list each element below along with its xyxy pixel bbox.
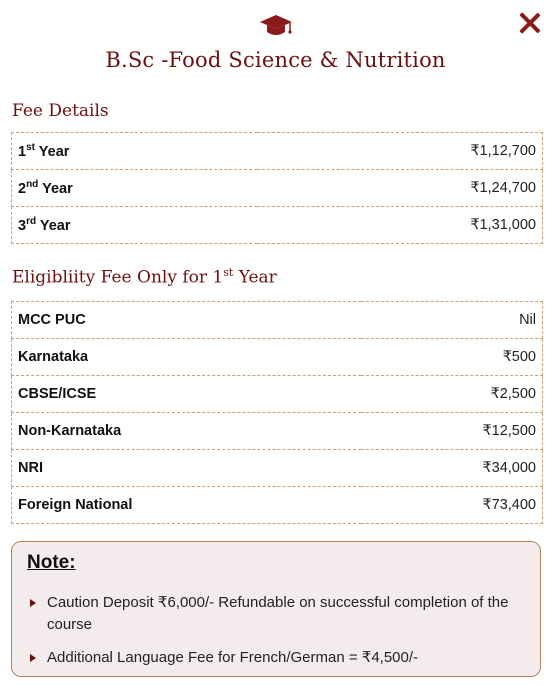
fee-amount: ₹34,000 [361,450,543,487]
year-label: 3rd Year [12,207,258,244]
board-label: Karnataka [12,339,361,376]
table-row [12,413,543,450]
fee-amount: ₹500 [361,339,543,376]
fee-amount: ₹1,24,700 [257,170,542,207]
list-item: Additional Language Fee for French/German = ₹4,500/- [30,647,530,669]
fee-amount: ₹2,500 [361,376,543,413]
bullet-arrow-icon [30,654,36,662]
fee-details-table [11,132,543,244]
fee-amount: ₹73,400 [361,487,543,524]
note-title: Note: [27,552,76,573]
close-button[interactable] [517,10,543,36]
board-label: Foreign National [12,487,361,524]
eligibility-table [11,301,543,524]
table-row [12,133,543,170]
fee-amount: ₹1,12,700 [257,133,542,170]
fee-amount: ₹12,500 [361,413,543,450]
year-label: 2nd Year [12,170,258,207]
table-row [12,376,543,413]
bullet-arrow-icon [30,599,36,607]
board-label: MCC PUC [12,302,361,339]
page-title: B.Sc -Food Science & Nutrition [105,48,446,72]
table-row [12,487,543,524]
fee-amount: ₹1,31,000 [257,207,542,244]
board-label: CBSE/ICSE [12,376,361,413]
graduation-cap-icon [259,14,293,38]
table-row [12,302,543,339]
table-row [12,450,543,487]
table-row [12,339,543,376]
fee-amount: Nil [361,302,543,339]
note-list [30,592,530,680]
table-row [12,207,543,244]
table-row [12,170,543,207]
board-label: NRI [12,450,361,487]
board-label: Non-Karnataka [12,413,361,450]
fee-details-heading: Fee Details [12,101,109,121]
year-label: 1st Year [12,133,258,170]
list-item: Caution Deposit ₹6,000/- Refundable on successful completion of the course [30,592,530,636]
note-box [11,541,541,677]
eligibility-heading: Eligibliity Fee Only for 1st Year [12,266,277,288]
